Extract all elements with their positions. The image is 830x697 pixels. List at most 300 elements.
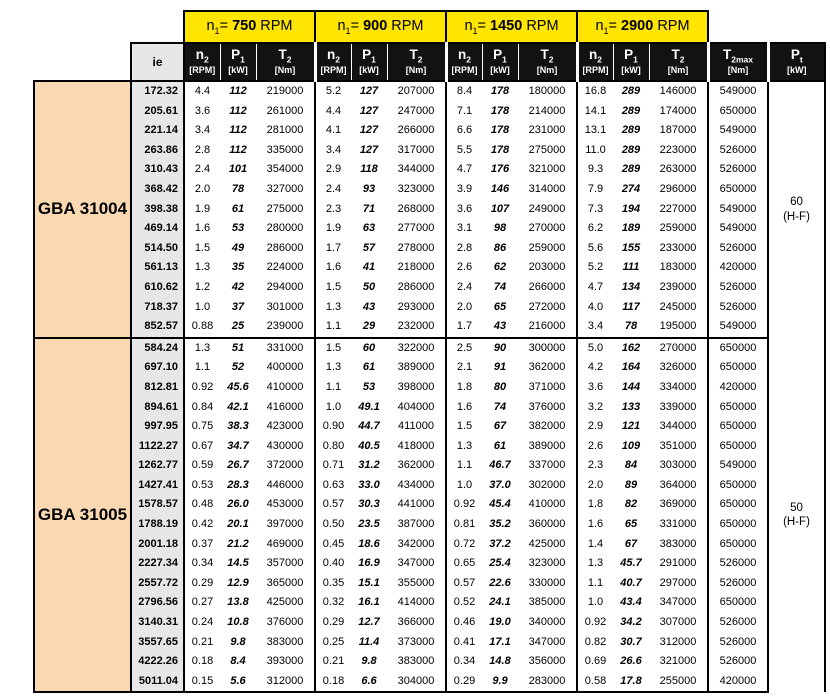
p1-cell: 41 [351,258,387,278]
n2-cell: 3.2 [577,398,613,418]
ie-cell: 3557.65 [131,633,184,653]
p1-cell: 26.0 [220,495,256,515]
n2-cell: 1.9 [315,219,351,239]
n2-cell: 0.57 [446,574,482,594]
n2-cell: 0.92 [577,613,613,633]
ie-cell: 997.95 [131,417,184,437]
n2-cell: 2.9 [577,417,613,437]
table-row [34,495,825,515]
t2-cell: 291000 [649,554,708,574]
p1-cell: 78 [613,317,649,338]
ie-cell: 697.10 [131,358,184,378]
t2max-cell: 650000 [708,515,768,535]
n2-cell: 4.1 [315,121,351,141]
n2-cell: 1.5 [446,417,482,437]
t2-cell: 356000 [518,652,577,672]
speed-value: 1450 [490,18,523,35]
p1-cell: 65 [482,298,518,318]
t2-cell: 259000 [518,239,577,259]
p1-cell: 26.7 [220,456,256,476]
p1-cell: 38.3 [220,417,256,437]
p1-cell: 14.5 [220,554,256,574]
n2-cell: 0.63 [315,476,351,496]
n2-cell: 1.6 [577,515,613,535]
t2-cell: 312000 [649,633,708,653]
p1-cell: 57 [351,239,387,259]
table-row [34,593,825,613]
p1-cell: 30.3 [351,495,387,515]
t2-cell: 382000 [518,417,577,437]
t2max-cell: 420000 [708,378,768,398]
t2-cell: 293000 [387,298,446,318]
n2-cell: 5.6 [577,239,613,259]
t2-cell: 323000 [387,180,446,200]
n2-cell: 2.8 [184,141,220,161]
t2-cell: 347000 [387,554,446,574]
p1-cell: 42 [220,278,256,298]
t2max-cell: 650000 [708,495,768,515]
ie-cell: 852.57 [131,317,184,338]
pt-value: 50 [790,501,803,514]
n2-cell: 0.21 [184,633,220,653]
t2-cell: 376000 [256,613,315,633]
t2-cell: 300000 [518,338,577,359]
t2-cell: 344000 [387,160,446,180]
t2-cell: 344000 [649,417,708,437]
t2-cell: 393000 [256,652,315,672]
n2-cell: 0.24 [184,613,220,633]
t2max-cell: 526000 [708,633,768,653]
n2-cell: 0.81 [446,515,482,535]
ie-cell: 584.24 [131,338,184,359]
t2-cell: 334000 [649,378,708,398]
n2-cell: 16.8 [577,81,613,102]
p1-cell: 98 [482,219,518,239]
t2max-cell: 650000 [708,476,768,496]
n2-cell: 0.45 [315,535,351,555]
n2-cell: 2.6 [577,437,613,457]
n2-cell: 0.57 [315,495,351,515]
column-header-row [34,43,825,81]
t2-cell: 259000 [649,219,708,239]
p1-cell: 35.2 [482,515,518,535]
n2-cell: 0.90 [315,417,351,437]
t2-cell: 335000 [256,141,315,161]
n2-cell: 1.6 [315,258,351,278]
n2-cell: 0.21 [315,652,351,672]
n2-cell: 1.8 [577,495,613,515]
table-row [34,672,825,693]
n2-cell: 0.92 [184,378,220,398]
n2-cell: 1.5 [315,338,351,359]
table-row [34,338,825,359]
p1-cell: 24.1 [482,593,518,613]
p1-cell: 127 [351,81,387,102]
t2-cell: 174000 [649,102,708,122]
n2-cell: 2.4 [446,278,482,298]
n2-cell: 5.0 [577,338,613,359]
t2-cell: 347000 [649,593,708,613]
t2-cell: 387000 [387,515,446,535]
n2-cell: 1.7 [446,317,482,338]
t2-cell: 397000 [256,515,315,535]
n2-cell: 0.35 [315,574,351,594]
table-row [34,239,825,259]
n2-cell: 0.37 [184,535,220,555]
pt-value: 60 [790,196,803,209]
p1-cell: 12.7 [351,613,387,633]
t2-column-header: $T_2$ [Nm] [256,43,315,81]
p1-cell: 162 [613,338,649,359]
pt-cell [768,338,825,693]
n2-cell: 7.1 [446,102,482,122]
t2-cell: 266000 [518,278,577,298]
p1-cell: 289 [613,141,649,161]
p1-cell: 93 [351,180,387,200]
n1-symbol: n [337,18,346,35]
p1-cell: 121 [613,417,649,437]
p1-cell: 194 [613,200,649,220]
p1-cell: 19.0 [482,613,518,633]
t2-cell: 233000 [649,239,708,259]
p1-cell: 34.7 [220,437,256,457]
t2-cell: 389000 [518,437,577,457]
t2max-cell: 526000 [708,652,768,672]
p1-cell: 23.5 [351,515,387,535]
ie-cell: 2001.18 [131,535,184,555]
n2-cell: 2.4 [184,160,220,180]
ie-cell: 4222.26 [131,652,184,672]
p1-cell: 133 [613,398,649,418]
table-row [34,613,825,633]
t2-cell: 404000 [387,398,446,418]
t2-cell: 441000 [387,495,446,515]
table-row [34,378,825,398]
p1-cell: 13.8 [220,593,256,613]
n2-cell: 8.4 [446,81,482,102]
t2-cell: 307000 [649,613,708,633]
t2-cell: 372000 [256,456,315,476]
n2-cell: 0.67 [184,437,220,457]
t2-cell: 216000 [518,317,577,338]
t2-cell: 326000 [649,358,708,378]
p1-cell: 9.9 [482,672,518,693]
t2max-column-header: $T_{2max}$ [Nm] [708,43,768,81]
table-row [34,358,825,378]
t2-cell: 354000 [256,160,315,180]
n2-cell: 0.58 [577,672,613,693]
n2-cell: 0.34 [184,554,220,574]
p1-cell: 34.2 [613,613,649,633]
n2-cell: 1.1 [577,574,613,594]
table-row [34,317,825,338]
table-row [34,417,825,437]
model-label: GBA 31004 [34,81,131,338]
n2-cell: 2.5 [446,338,482,359]
p1-cell: 61 [482,437,518,457]
p1-cell: 178 [482,81,518,102]
t2-cell: 400000 [256,358,315,378]
n2-cell: 7.9 [577,180,613,200]
speed-value: 750 [232,18,257,35]
p1-cell: 67 [482,417,518,437]
table-row [34,141,825,161]
n1-symbol: n [595,18,604,35]
t2-cell: 373000 [387,633,446,653]
p1-cell: 289 [613,102,649,122]
p1-cell: 16.9 [351,554,387,574]
t2-cell: 389000 [387,358,446,378]
p1-cell: 127 [351,102,387,122]
t2-cell: 355000 [387,574,446,594]
t2-cell: 304000 [387,672,446,693]
table-row [34,278,825,298]
t2-cell: 239000 [649,278,708,298]
table-row [34,476,825,496]
p1-cell: 53 [351,378,387,398]
p1-cell: 289 [613,121,649,141]
t2max-cell: 526000 [708,613,768,633]
table-row [34,535,825,555]
t2max-cell: 650000 [708,417,768,437]
t2-cell: 283000 [518,672,577,693]
t2-cell: 364000 [649,476,708,496]
n2-cell: 0.75 [184,417,220,437]
speed-header-row [34,11,825,43]
p1-cell: 289 [613,160,649,180]
n2-cell: 0.52 [446,593,482,613]
t2-cell: 398000 [387,378,446,398]
t2-cell: 376000 [518,398,577,418]
p1-cell: 45.6 [220,378,256,398]
table-row [34,398,825,418]
ie-cell: 1122.27 [131,437,184,457]
p1-cell: 164 [613,358,649,378]
speed-header-750 [184,11,315,43]
n2-cell: 4.0 [577,298,613,318]
n2-cell: 6.2 [577,219,613,239]
p1-cell: 127 [351,121,387,141]
t2-cell: 314000 [518,180,577,200]
n2-cell: 4.7 [446,160,482,180]
n2-cell: 0.65 [446,554,482,574]
p1-cell: 33.0 [351,476,387,496]
ie-column-header: ie [131,43,184,81]
t2-cell: 239000 [256,317,315,338]
ie-cell: 812.81 [131,378,184,398]
p1-cell: 18.6 [351,535,387,555]
ie-cell: 1788.19 [131,515,184,535]
n2-cell: 1.3 [184,258,220,278]
n2-cell: 0.29 [184,574,220,594]
t2-cell: 277000 [387,219,446,239]
p1-cell: 40.7 [613,574,649,594]
table-row [34,180,825,200]
n2-cell: 0.42 [184,515,220,535]
p1-cell: 144 [613,378,649,398]
t2-cell: 434000 [387,476,446,496]
p1-column-header: $P_1$ [kW] [613,43,649,81]
t2max-cell: 549000 [708,219,768,239]
t2-cell: 327000 [256,180,315,200]
n2-cell: 6.6 [446,121,482,141]
p1-cell: 44.7 [351,417,387,437]
t2max-cell: 650000 [708,338,768,359]
n1-subscript: 1 [472,25,478,36]
p1-cell: 29 [351,317,387,338]
t2-cell: 263000 [649,160,708,180]
t2-cell: 425000 [518,535,577,555]
p1-cell: 25.4 [482,554,518,574]
t2max-cell: 650000 [708,102,768,122]
p1-cell: 26.6 [613,652,649,672]
n2-cell: 1.3 [315,358,351,378]
ie-cell: 5011.04 [131,672,184,693]
n2-cell: 2.8 [446,239,482,259]
t2-cell: 270000 [518,219,577,239]
n2-cell: 0.29 [446,672,482,693]
n2-cell: 2.6 [446,258,482,278]
t2max-cell: 549000 [708,200,768,220]
t2-cell: 317000 [387,141,446,161]
t2-cell: 302000 [518,476,577,496]
t2max-cell: 526000 [708,574,768,594]
p1-cell: 42.1 [220,398,256,418]
p1-cell: 12.9 [220,574,256,594]
p1-cell: 117 [613,298,649,318]
n2-cell: 0.18 [315,672,351,693]
p1-cell: 67 [613,535,649,555]
p1-cell: 37.0 [482,476,518,496]
t2-column-header: $T_2$ [Nm] [649,43,708,81]
p1-cell: 60 [351,338,387,359]
n2-cell: 1.0 [315,398,351,418]
t2-cell: 369000 [649,495,708,515]
n2-cell: 0.80 [315,437,351,457]
t2-cell: 383000 [256,633,315,653]
n2-cell: 2.0 [184,180,220,200]
speed-unit: RPM [522,18,559,35]
t2-cell: 321000 [518,160,577,180]
t2-cell: 362000 [387,456,446,476]
n2-cell: 3.6 [577,378,613,398]
t2-cell: 218000 [387,258,446,278]
ie-cell: 2227.34 [131,554,184,574]
t2-cell: 297000 [649,574,708,594]
t2-cell: 272000 [518,298,577,318]
t2-cell: 207000 [387,81,446,102]
table-row [34,298,825,318]
p1-cell: 30.7 [613,633,649,653]
n2-cell: 1.3 [315,298,351,318]
p1-cell: 43.4 [613,593,649,613]
n2-cell: 5.2 [577,258,613,278]
pt-column-header: $P_t$ [kW] [768,43,825,81]
ie-cell: 561.13 [131,258,184,278]
p1-cell: 155 [613,239,649,259]
ie-cell: 2557.72 [131,574,184,594]
t2-cell: 281000 [256,121,315,141]
n2-cell: 11.0 [577,141,613,161]
p1-cell: 111 [613,258,649,278]
p1-cell: 6.6 [351,672,387,693]
ie-cell: 221.14 [131,121,184,141]
n1-subscript: 1 [214,25,220,36]
t2-cell: 303000 [649,456,708,476]
n2-cell: 1.3 [446,437,482,457]
t2-cell: 323000 [518,554,577,574]
n2-cell: 3.4 [184,121,220,141]
t2max-cell: 549000 [708,456,768,476]
model-label: GBA 31005 [34,338,131,693]
t2-cell: 410000 [518,495,577,515]
ie-cell: 263.86 [131,141,184,161]
ie-cell: 310.43 [131,160,184,180]
t2-cell: 286000 [387,278,446,298]
p1-cell: 17.1 [482,633,518,653]
t2-cell: 337000 [518,456,577,476]
n2-cell: 0.15 [184,672,220,693]
t2-cell: 430000 [256,437,315,457]
n2-cell: 1.0 [577,593,613,613]
n2-cell: 7.3 [577,200,613,220]
n2-column-header: $n_2$ [RPM] [577,43,613,81]
p1-cell: 109 [613,437,649,457]
n2-cell: 5.2 [315,81,351,102]
t2-cell: 446000 [256,476,315,496]
table-row [34,437,825,457]
t2-cell: 249000 [518,200,577,220]
p1-cell: 35 [220,258,256,278]
p1-cell: 178 [482,102,518,122]
n2-cell: 0.53 [184,476,220,496]
table-row [34,652,825,672]
t2max-cell: 526000 [708,278,768,298]
t2-cell: 425000 [256,593,315,613]
p1-cell: 53 [220,219,256,239]
p1-cell: 78 [220,180,256,200]
n2-cell: 0.25 [315,633,351,653]
n2-cell: 1.8 [446,378,482,398]
n2-cell: 5.5 [446,141,482,161]
t2-cell: 280000 [256,219,315,239]
p1-cell: 31.2 [351,456,387,476]
t2-cell: 330000 [518,574,577,594]
table-row [34,554,825,574]
n2-cell: 0.69 [577,652,613,672]
p1-cell: 86 [482,239,518,259]
n2-cell: 0.88 [184,317,220,338]
ie-cell: 1262.77 [131,456,184,476]
t2-cell: 301000 [256,298,315,318]
p1-cell: 11.4 [351,633,387,653]
t2-cell: 342000 [387,535,446,555]
speed-value: 2900 [621,18,654,35]
n2-cell: 2.1 [446,358,482,378]
p1-cell: 112 [220,81,256,102]
p1-cell: 37 [220,298,256,318]
header-spacer [768,11,825,43]
ie-cell: 2796.56 [131,593,184,613]
n1-subscript: 1 [345,25,351,36]
n2-cell: 1.4 [577,535,613,555]
n2-cell: 2.4 [315,180,351,200]
p1-cell: 45.7 [613,554,649,574]
t2-cell: 180000 [518,81,577,102]
n2-cell: 2.9 [315,160,351,180]
p1-cell: 178 [482,141,518,161]
p1-cell: 43 [482,317,518,338]
